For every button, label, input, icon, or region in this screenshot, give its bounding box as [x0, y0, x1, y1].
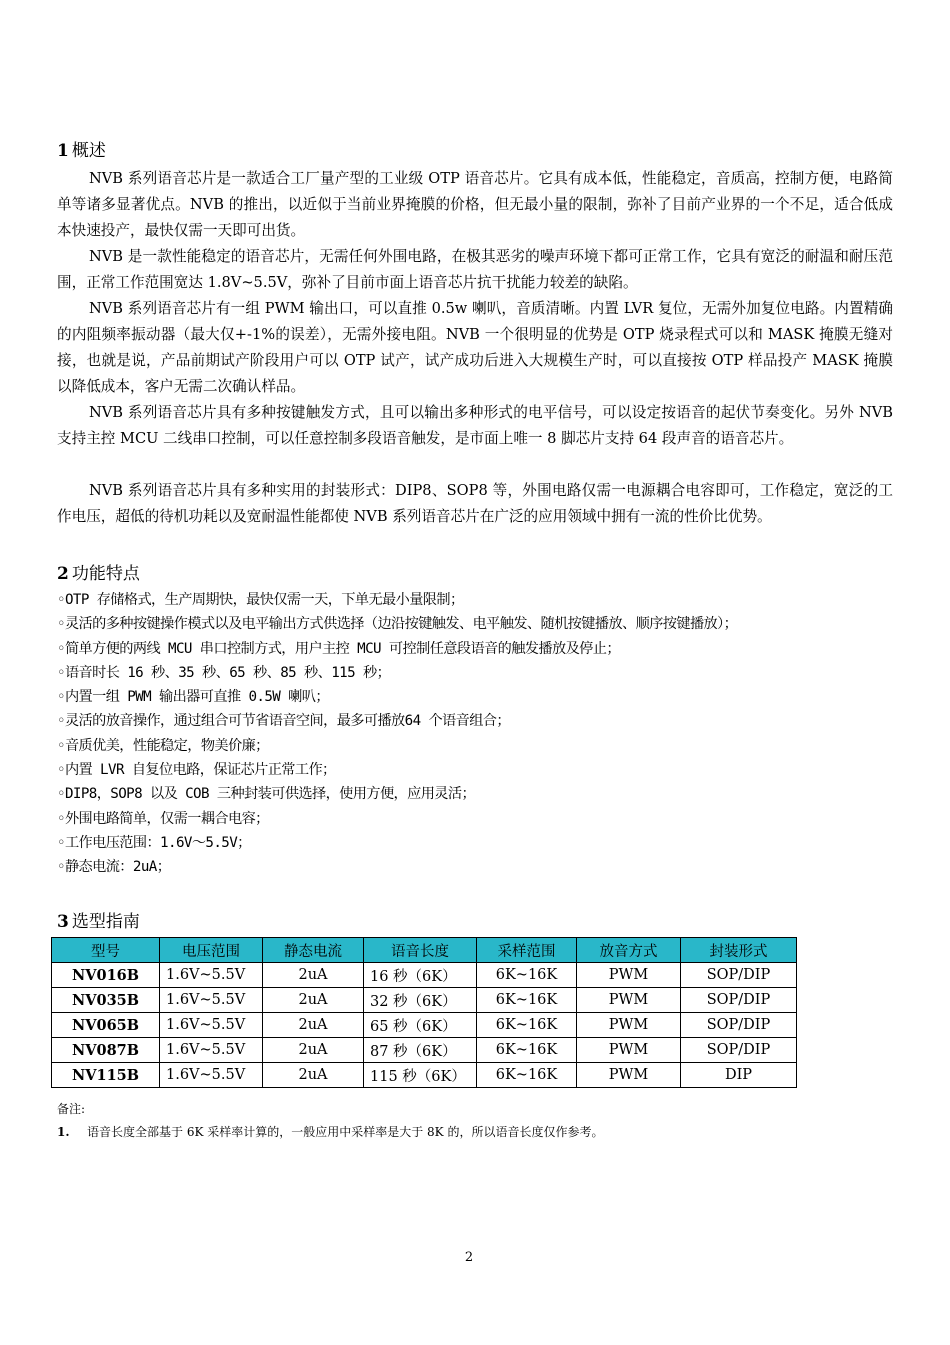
cell-model: NV016B — [52, 963, 160, 988]
section-3-number: 3 — [57, 912, 69, 932]
header-playback: 放音方式 — [577, 938, 681, 963]
feature-item: ◦简单方便的两线 MCU 串口控制方式，用户主控 MCU 可控制任意段语音的触发播放及停止； — [57, 640, 620, 657]
cell-playback: PWM — [577, 1038, 681, 1063]
cell-length: 16 秒（6K） — [364, 963, 477, 988]
cell-voltage: 1.6V~5.5V — [160, 963, 263, 988]
cell-voltage: 1.6V~5.5V — [160, 1038, 263, 1063]
cell-playback: PWM — [577, 1063, 681, 1088]
cell-voltage: 1.6V~5.5V — [160, 988, 263, 1013]
cell-playback: PWM — [577, 988, 681, 1013]
cell-package: SOP/DIP — [681, 1013, 797, 1038]
feature-item: ◦OTP 存储格式，生产周期快，最快仅需一天，下单无最小量限制； — [57, 592, 464, 608]
cell-current: 2uA — [263, 1063, 364, 1088]
feature-item: ◦内置一组 PWM 输出器可直推 0.5W 喇叭； — [57, 689, 329, 706]
cell-length: 32 秒（6K） — [364, 988, 477, 1013]
overview-paragraph-5: NVB 系列语音芯片具有多种实用的封装形式：DIP8、SOP8 等，外围电路仅需一电源耦合电容即可，工作稳定，宽泛的工作电压，超低的待机功耗以及宽耐温性能都使 NVB 系列语音芯片在广泛的应用领域中拥有一流的性价比优势。 — [57, 482, 893, 525]
header-package: 封装形式 — [681, 938, 797, 963]
section-2-title: 功能特点 — [71, 564, 140, 584]
section-2-heading — [57, 563, 140, 585]
feature-item: ◦静态电流：2uA； — [57, 859, 171, 876]
section-3-title: 选型指南 — [71, 912, 140, 932]
section-1-heading — [57, 140, 106, 162]
table-row — [52, 988, 797, 1013]
feature-item: ◦工作电压范围：1.6V～5.5V； — [57, 834, 251, 851]
section-1-title: 概述 — [71, 141, 106, 161]
cell-current: 2uA — [263, 963, 364, 988]
overview-paragraph-4: NVB 系列语音芯片具有多种按键触发方式，且可以输出多种形式的电平信号，可以设定按语音的起伏节奏变化。另外 NVB 支持主控 MCU 二线串口控制，可以任意控制多段语音触发，是市面上唯一 8 脚芯片支持 64 段声音的语音芯片。 — [57, 404, 893, 447]
cell-playback: PWM — [577, 1013, 681, 1038]
cell-model: NV035B — [52, 988, 160, 1013]
selection-table — [51, 937, 797, 1088]
header-model: 型号 — [52, 938, 160, 963]
feature-list — [57, 588, 917, 880]
cell-model: NV115B — [52, 1063, 160, 1088]
cell-model: NV087B — [52, 1038, 160, 1063]
cell-voltage: 1.6V~5.5V — [160, 1013, 263, 1038]
section-2-number: 2 — [57, 564, 69, 584]
cell-package: SOP/DIP — [681, 1038, 797, 1063]
cell-current: 2uA — [263, 988, 364, 1013]
overview-paragraph-1: NVB 系列语音芯片是一款适合工厂量产型的工业级 OTP 语音芯片。它具有成本低，性能稳定，音质高，控制方便，电路简单等诸多显著优点。NVB 的推出，以近似于当前业界掩膜的价格，但无最小量的限制，弥补了目前产业界的一个不足，适合低成本快速投产，最快仅需一天即可出货。 — [57, 170, 893, 239]
cell-package: DIP — [681, 1063, 797, 1088]
note-label: 备注: — [57, 1102, 86, 1116]
header-current: 静态电流 — [263, 938, 364, 963]
cell-model: NV065B — [52, 1013, 160, 1038]
header-length: 语音长度 — [364, 938, 477, 963]
cell-package: SOP/DIP — [681, 988, 797, 1013]
table-row — [52, 1013, 797, 1038]
table-row — [52, 963, 797, 988]
cell-length: 65 秒（6K） — [364, 1013, 477, 1038]
cell-package: SOP/DIP — [681, 963, 797, 988]
overview-paragraph-3: NVB 系列语音芯片有一组 PWM 输出口，可以直推 0.5w 喇叭，音质清晰。内置 LVR 复位，无需外加复位电路。内置精确的内阻频率振动器（最大仅+-1%的误差），无需外接电阻。NVB 一个很明显的优势是 OTP 烧录程式可以和 MASK 掩膜无缝对接，也就是说，产品前期试产阶段用户可以 OTP 试产，试产成功后进入大规模生产时，可以直接按 OTP 样品投产 MASK 掩膜以降低成本，客户无需二次确认样品。 — [57, 300, 893, 395]
cell-playback: PWM — [577, 963, 681, 988]
feature-item: ◦灵活的多种按键操作模式以及电平输出方式供选择（边沿按键触发、电平触发、随机按键播放、顺序按键播放）； — [57, 616, 738, 633]
feature-item: ◦内置 LVR 自复位电路，保证芯片正常工作； — [57, 762, 336, 779]
cell-current: 2uA — [263, 1013, 364, 1038]
note-text: 语音长度全部基于 6K 采样率计算的，一般应用中采样率是大于 8K 的，所以语音长度仅作参考。 — [87, 1125, 604, 1139]
feature-item: ◦灵活的放音操作，通过组合可节省语音空间，最多可播放64 个语音组合； — [57, 713, 510, 730]
overview-paragraph-2: NVB 是一款性能稳定的语音芯片，无需任何外围电路，在极其恶劣的噪声环境下都可正常工作，它具有宽泛的耐温和耐压范围，正常工作范围宽达 1.8V~5.5V，弥补了目前市面上语音芯片抗干扰能力较差的缺陷。 — [57, 248, 893, 291]
feature-item: ◦音质优美，性能稳定，物美价廉； — [57, 737, 269, 754]
cell-sampling: 6K~16K — [477, 988, 577, 1013]
note-number: 1. — [57, 1125, 70, 1139]
cell-sampling: 6K~16K — [477, 1013, 577, 1038]
table-header-row — [52, 938, 797, 963]
cell-voltage: 1.6V~5.5V — [160, 1063, 263, 1088]
header-sampling: 采样范围 — [477, 938, 577, 963]
table-row — [52, 1063, 797, 1088]
section-1-number: 1 — [57, 141, 69, 161]
cell-length: 115 秒（6K） — [364, 1063, 477, 1088]
feature-item: ◦DIP8，SOP8 以及 COB 三种封装可供选择，使用方便，应用灵活； — [57, 786, 476, 803]
cell-sampling: 6K~16K — [477, 1063, 577, 1088]
table-row — [52, 1038, 797, 1063]
page-number: 2 — [464, 1250, 474, 1265]
cell-sampling: 6K~16K — [477, 963, 577, 988]
header-voltage: 电压范围 — [160, 938, 263, 963]
feature-item: ◦语音时长 16 秒、35 秒、65 秒、85 秒、115 秒； — [57, 664, 391, 681]
cell-length: 87 秒（6K） — [364, 1038, 477, 1063]
section-3-heading — [57, 911, 140, 933]
cell-sampling: 6K~16K — [477, 1038, 577, 1063]
feature-item: ◦外围电路简单，仅需一耦合电容； — [57, 810, 269, 827]
cell-current: 2uA — [263, 1038, 364, 1063]
